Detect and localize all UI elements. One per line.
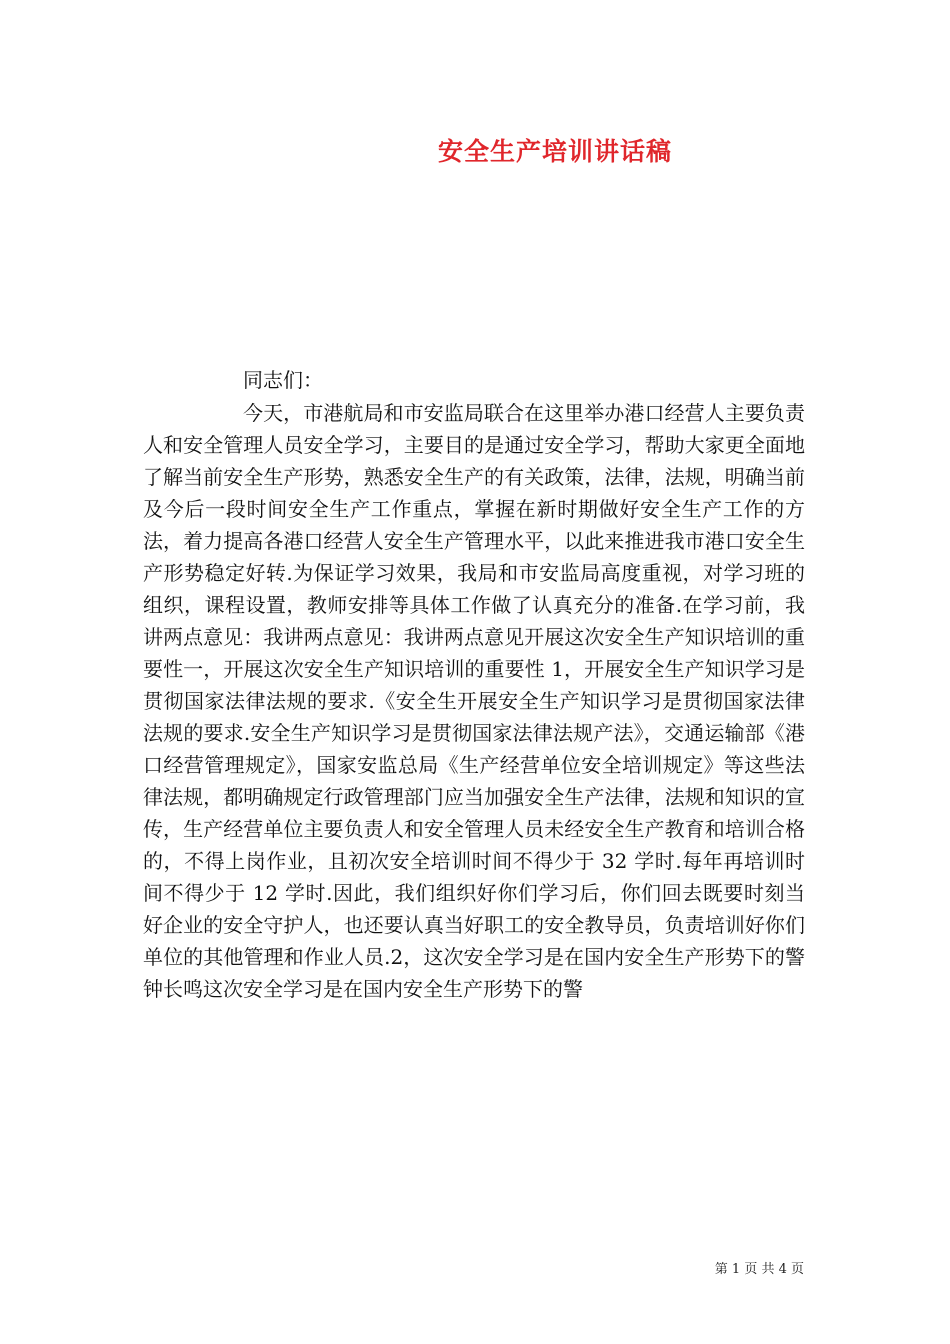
page-number: 第 1 页 共 4 页	[714, 1262, 804, 1277]
document-title: 安全生产培训讲话稿	[437, 137, 672, 166]
body-paragraph: 今天，市港航局和市安监局联合在这里举办港口经营人主要负责人和安全管理人员安全学习，主要目的是通过安全学习，帮助大家更全面地了解当前安全生产形势，熟悉安全生产的有关政策，法律，法规，明确当前及今后一段时间安全生产工作重点，掌握在新时期做好安全生产工作的方法，着力提高各港口经营人安全生产管理水平，以此来推进我市港口安全生产形势稳定好转.为保证学习效果，我局和市安监局高度重视，对学习班的组织，课程设置，教师安排等具体工作做了认真充分的准备.在学习前，我讲两点意见：我讲两点意见：我讲两点意见开展这次安全生产知识培训的重要性一，开展这次安全生产知识培训的重要性 1，开展安全生产知识学习是贯彻国家法律法规的要求.《安全生开展安全生产知识学习是贯彻国家法律法规的要求.安全生产知识学习是贯彻国家法律法规产法》，交通运输部《港口经营管理规定》，国家安监总局《生产经营单位安全培训规定》等这些法律法规，都明确规定行政管理部门应当加强安全生产法律，法规和知识的宣传，生产经营单位主要负责人和安全管理人员未经安全生产教育和培训合格的，不得上岗作业，且初次安全培训时间不得少于 32 学时.每年再培训时间不得少于 12 学时.因此，我们组织好你们学习后，你们回去既要时刻当好企业的安全守护人，也还要认真当好职工的安全教导员，负责培训好你们单位的其他管理和作业人员.2，这次安全学习是在国内安全生产形势下的警钟长鸣这次安全学习是在国内安全生产形势下的警	[143, 401, 805, 1001]
greeting-line: 同志们：	[243, 368, 323, 392]
